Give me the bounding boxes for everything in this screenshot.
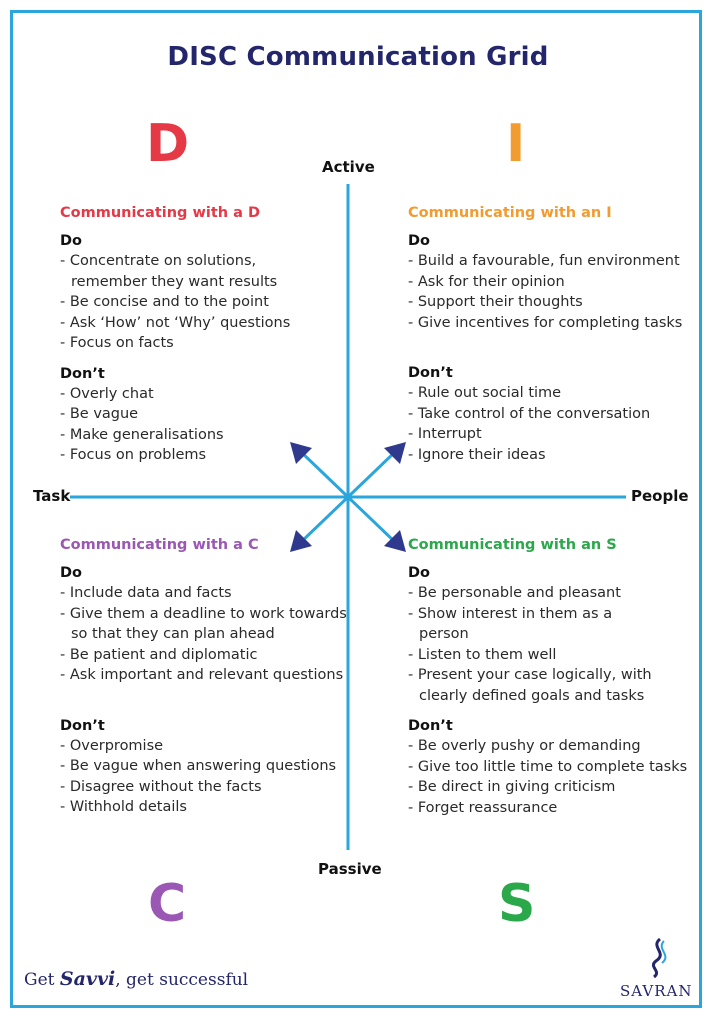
quadrant-d-dont-list <box>60 384 340 466</box>
list-item: - Give them a deadline to work towards so that they can plan ahead <box>60 605 347 642</box>
list-item: - Concentrate on solutions, remember they want results <box>60 253 278 290</box>
list-item: - Ignore their ideas <box>408 446 546 463</box>
list-item: - Forget reassurance <box>408 799 558 816</box>
list-item: - Listen to them well <box>408 646 557 663</box>
quadrant-s-heading: Communicating with an S <box>408 537 617 553</box>
quadrant-c-heading: Communicating with a C <box>60 537 259 553</box>
quadrant-d-do-label: Do <box>60 233 82 249</box>
list-item: - Present your case logically, with clearly defined goals and tasks <box>408 667 652 704</box>
arrow-s-shaft <box>348 497 396 543</box>
letter-d: D <box>146 114 190 174</box>
quadrant-s <box>408 537 693 818</box>
list-item: - Focus on problems <box>60 447 207 463</box>
axis-label-active: Active <box>322 158 375 176</box>
quadrant-c-dont-label: Don’t <box>60 717 105 734</box>
list-item: - Take control of the conversation <box>408 405 651 422</box>
list-item: - Be vague when answering questions <box>60 758 337 774</box>
list-item: - Give too little time to complete tasks <box>408 758 688 775</box>
quadrant-i-do-label: Do <box>408 233 430 249</box>
quadrant-d <box>60 205 340 466</box>
quadrant-d-dont-label: Don’t <box>60 365 105 382</box>
list-item: - Make generalisations <box>60 426 224 443</box>
quadrant-c <box>60 537 345 818</box>
quadrant-d-do-list <box>60 251 340 354</box>
quadrant-s-do-label: Do <box>408 565 430 581</box>
list-item: - Be vague <box>60 406 139 422</box>
quadrant-c-do-list <box>60 583 345 686</box>
letter-i: I <box>506 114 526 174</box>
list-item: - Be patient and diplomatic <box>60 646 258 663</box>
list-item: - Ask for their opinion <box>408 273 565 290</box>
list-item: - Rule out social time <box>408 385 562 401</box>
list-item: - Interrupt <box>408 426 482 442</box>
slogan-brand: Savvi <box>59 968 116 990</box>
savran-logo-icon <box>640 935 676 979</box>
quadrant-s-dont-label: Don’t <box>408 718 453 734</box>
list-item: - Overpromise <box>60 737 164 754</box>
quadrant-i-do-list <box>408 251 703 333</box>
list-item: - Show interest in them as a person <box>408 605 613 642</box>
quadrant-d-heading: Communicating with a D <box>60 205 261 221</box>
list-item: - Give incentives for completing tasks <box>408 314 683 331</box>
axis-label-passive: Passive <box>318 860 382 878</box>
list-item: - Disagree without the facts <box>60 778 262 795</box>
quadrant-i-heading: Communicating with an I <box>408 205 612 221</box>
brand-name: SAVRAN <box>620 982 693 1000</box>
list-item: - Include data and facts <box>60 585 232 601</box>
list-item: - Be overly pushy or demanding <box>408 738 641 754</box>
list-item: - Be personable and pleasant <box>408 585 621 601</box>
letter-s: S <box>498 874 536 934</box>
page-title: DISC Communication Grid <box>167 42 549 72</box>
footer-slogan <box>24 968 248 990</box>
axis-label-task: Task <box>33 487 71 505</box>
letter-c: C <box>148 874 187 934</box>
list-item: - Ask ‘How’ not ‘Why’ questions <box>60 314 291 331</box>
list-item: - Ask important and relevant questions <box>60 667 344 683</box>
list-item: - Focus on facts <box>60 335 174 351</box>
quadrant-s-do-list <box>408 583 693 706</box>
list-item: - Support their thoughts <box>408 294 583 310</box>
list-item: - Be concise and to the point <box>60 294 269 310</box>
quadrant-c-do-label: Do <box>60 565 82 581</box>
list-item: - Withhold details <box>60 799 187 815</box>
slogan-start: Get <box>24 970 60 990</box>
quadrant-s-dont-list <box>408 736 693 818</box>
quadrant-c-dont-list <box>60 736 345 818</box>
list-item: - Overly chat <box>60 385 154 402</box>
quadrant-i <box>408 205 703 465</box>
quadrant-i-dont-list <box>408 383 703 465</box>
quadrant-i-dont-label: Don’t <box>408 365 453 381</box>
slogan-end: , get successful <box>115 970 249 990</box>
axis-label-people: People <box>631 487 689 505</box>
list-item: - Build a favourable, fun environment <box>408 253 680 269</box>
list-item: - Be direct in giving criticism <box>408 779 616 795</box>
arrow-i-shaft <box>348 451 396 497</box>
